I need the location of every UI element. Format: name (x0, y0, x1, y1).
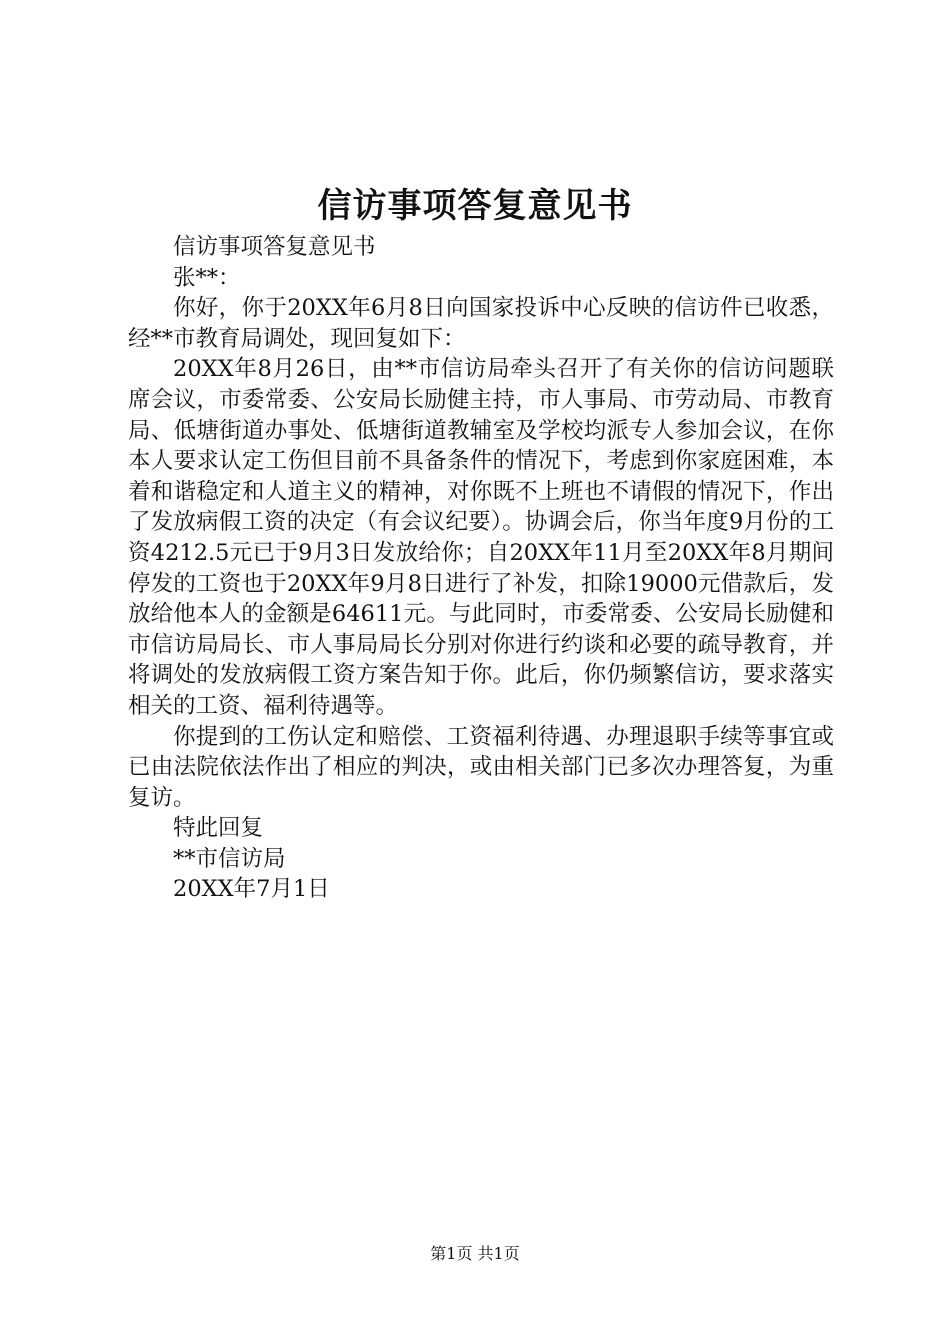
signature-org: **市信访局 (173, 845, 286, 872)
subtitle-line: 信访事项答复意见书 (173, 234, 376, 260)
paragraph-conclusion: 你提到的工伤认定和赔偿、工资福利待遇、办理退职手续等事宜或已由法院依法作出了相应的判决，或由相关部门已多次办理答复，为重复访。 (128, 723, 834, 811)
signature-date: 20XX年7月1日 (173, 876, 330, 903)
paragraph-intro: 你好，你于20XX年6月8日向国家投诉中心反映的信访件已收悉，经**市教育局调处，现回复如下： (128, 295, 834, 352)
salutation: 张**： (173, 264, 241, 291)
document-body (128, 232, 834, 905)
page-footer: 第1页 共1页 (430, 1244, 520, 1263)
document-title: 信访事项答复意见书 (317, 186, 633, 226)
paragraph-details: 20XX年8月26日，由**市信访局牵头召开了有关你的信访问题联席会议，市委常委、公安局长励健主持，市人事局、市劳动局、市教育局、低塘街道办事处、低塘街道教辅室及学校均派专人参加会议，在你本人要求认定工伤但目前不具备条件的情况下，考虑到你家庭困难，本着和谐稳定和人道主义的精神，对你既不上班也不请假的情况下，作出了发放病假工资的决定（有会议纪要）。协调会后，你当年度9月份的工资4212.5元已于9月3日发放给你；自20XX年11月至20XX年8月期间停发的工资也于20XX年9月8日进行了补发，扣除19000元借款后，发放给他本人的金额是64611元。与此同时，市委常委、公安局长励健和市信访局局长、市人事局局长分别对你进行约谈和必要的疏导教育，并将调处的发放病假工资方案告知于你。此后，你仍频繁信访，要求落实相关的工资、福利待遇等。 (128, 356, 834, 719)
closing-line: 特此回复 (173, 815, 264, 842)
